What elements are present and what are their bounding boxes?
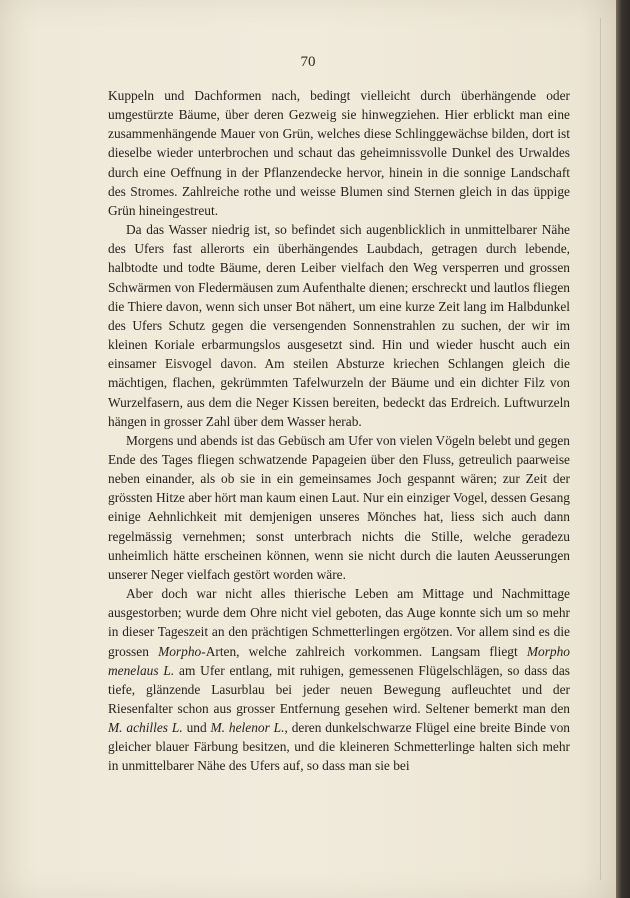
italic-taxon-name: M. achilles L.	[108, 720, 183, 736]
body-text	[108, 86, 570, 776]
text-run: Kuppeln und Dachformen nach, bedingt vielleicht durch überhängende oder umgestürzte Bäume, über deren Gezweig sie hinwegziehen. Hier erblickt man eine zusammenhängende Mauer von Grün, welches diese Schlinggewächse bilden, dort ist dieselbe wieder unterbrochen und schaut das geheimnissvolle Dunkel des Urwaldes durch eine Oeffnung in der Pflanzendecke hervor, hinein in die sonnige Landschaft des Stromes. Zahlreiche rothe und weisse Blumen sind Sternen gleich in das üppige Grün hineingestreut.	[108, 88, 570, 218]
page-number: 70	[300, 54, 316, 70]
text-run: -Arten, welche zahlreich vorkommen. Langsam fliegt	[201, 643, 527, 659]
paragraph	[108, 431, 570, 584]
page-fold-line	[600, 18, 601, 880]
paragraph	[108, 220, 570, 431]
paragraph	[108, 86, 570, 220]
text-run: am Ufer entlang, mit ruhigen, gemessenen Flügelschlägen, so dass das tiefe, glänzende Lasurblau bei jeder neuen Bewegung aufleuchtet und der Riesenfalter schon aus grosser Entfernung gesehen wird. Seltener bemerkt man den	[108, 662, 571, 716]
italic-taxon-name: Morpho menelaus L.	[108, 643, 571, 678]
italic-taxon-name: M. helenor L.	[210, 720, 285, 736]
text-run: Aber doch war nicht alles thierische Leben am Mittage und Nachmittage ausgestorben; wurde dem Ohre nicht viel geboten, das Auge konnte sich um so mehr in dieser Tageszeit an den prächtigen Schmetterlingen ergötzen. Vor allem sind es die grossen	[108, 586, 570, 659]
book-edge	[616, 0, 630, 898]
text-run: Morgens und abends ist das Gebüsch am Ufer von vielen Vögeln belebt und gegen Ende des Tages fliegen schwatzende Papageien über den Fluss, getreulich paarweise neben einander, als ob sie in ein gemeinsames Joch gespannt wären; zur Zeit der grössten Hitze aber hört man kaum einen Laut. Nur ein einziger Vogel, dessen Gesang einige Aehnlichkeit mit demjenigen unseres Mönches hat, liess sich auch dann regelmässig vernehmen; sonst unterbrach nichts die Stille, welche geradezu unheimlich hätte erscheinen können, wenn sie nicht durch die lauten Aeusserungen unserer Neger vielfach gestört worden wäre.	[108, 432, 570, 582]
italic-taxon-name: Morpho	[158, 643, 202, 659]
text-run: , deren dunkelschwarze Flügel eine breite Binde von gleicher blauer Färbung besitzen, und die kleineren Schmetterlinge halten sich mehr in unmittelbarer Nähe des Ufers auf, so dass man sie bei	[108, 720, 570, 774]
paragraph	[108, 584, 570, 776]
text-run: Da das Wasser niedrig ist, so befindet sich augenblicklich in unmittelbarer Nähe des Ufers fast allerorts ein überhängendes Laubdach, getragen durch lebende, halbtodte und todte Bäume, deren Leiber vielfach den Weg versperren und grossen Schwärmen von Fledermäusen zum Aufenthalte dienen; erschreckt und lautlos fliegen die Thiere davon, wenn sich unser Bot nähert, um eine kurze Zeit lang im Halbdunkel des Ufers Schutz gegen die versengenden Sonnenstrahlen zu suchen, der wir im kleinen Koriale erbarmungslos ausgesetzt sind. Hin und wieder huscht auch ein einsamer Eisvogel davon. Am steilen Absturze kriechen Schlangen gleich die mächtigen, flachen, gekrümmten Tafelwurzeln der Bäume und ein dichter Filz von Wurzelfasern, aus dem die Neger Kissen bereiten, bedeckt das Erdreich. Luftwurzeln hängen in grosser Zahl über dem Wasser herab.	[108, 222, 570, 429]
text-run: und	[182, 720, 211, 736]
